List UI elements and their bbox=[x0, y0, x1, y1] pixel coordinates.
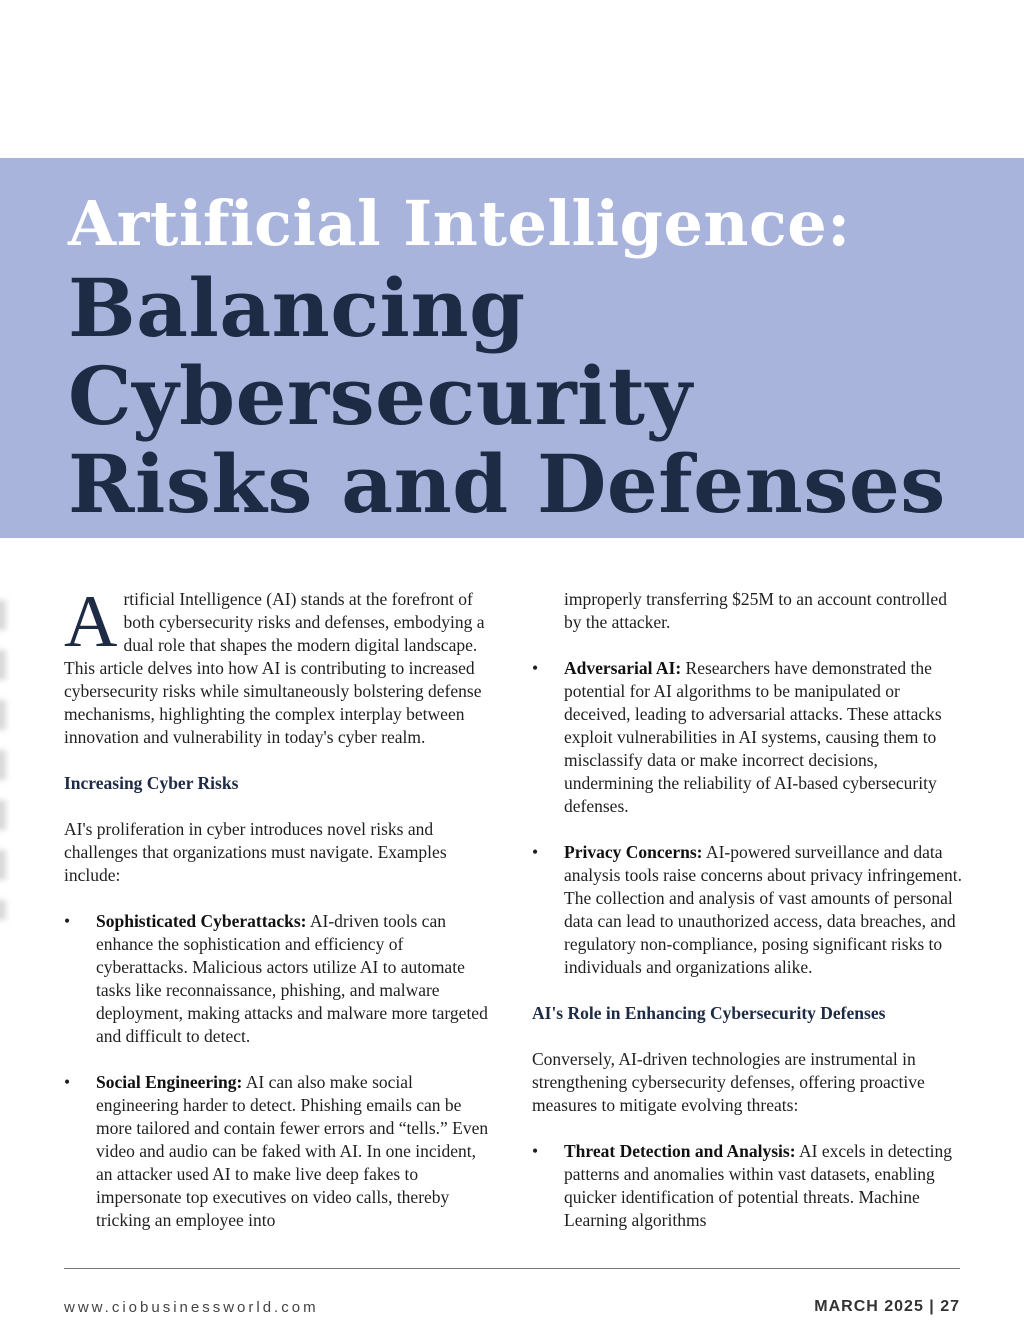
list-item-text: AI-powered surveillance and data analysis tools raise concerns about privacy infringement. The collection and analysis of vast amounts of personal data can lead to unauthorized access, data breaches, and regulatory non-compliance, posing significant risks to individuals and organizations alike. bbox=[564, 842, 963, 977]
list-item-term: Adversarial AI: bbox=[564, 658, 682, 678]
intro-text: rtificial Intelligence (AI) stands at the forefront of both cybersecurity risks and defenses, embodying a dual role that shapes the modern digital landscape. This article delves into how AI is contributing to increased cybersecurity risks while simultaneously bolstering defense mechanisms, highlighting the complex interplay between innovation and vulnerability in today's cyber realm. bbox=[64, 589, 485, 747]
section-heading-risks: Increasing Cyber Risks bbox=[64, 773, 239, 793]
left-column bbox=[64, 581, 494, 1255]
list-item bbox=[532, 841, 964, 979]
risks-intro: AI's proliferation in cyber introduces novel risks and challenges that organizations must navigate. Examples include: bbox=[64, 819, 447, 885]
list-item-continuation: improperly transferring $25M to an account controlled by the attacker. bbox=[564, 589, 947, 632]
risks-list bbox=[64, 910, 494, 1232]
list-item bbox=[64, 910, 494, 1048]
title-line-2: Balancing bbox=[68, 261, 526, 355]
risks-list-continued bbox=[532, 657, 964, 979]
list-item-text: AI excels in detecting patterns and anomalies within vast datasets, enabling quicker identification of potential threats. Machine Learning algorithms bbox=[564, 1141, 953, 1230]
footer-page-info: MARCH 2025 | 27 bbox=[814, 1298, 960, 1315]
list-item-term: Sophisticated Cyberattacks: bbox=[96, 911, 307, 931]
list-item-term: Privacy Concerns: bbox=[564, 842, 703, 862]
footer-url[interactable]: www.ciobusinessworld.com bbox=[64, 1299, 319, 1316]
defenses-list bbox=[532, 1140, 964, 1232]
list-item-text: AI can also make social engineering harder to detect. Phishing emails can be more tailored and contain fewer errors and “tells.” Even video and audio can be faked with AI. In one incident, an attacker used AI to make live deep fakes to impersonate top executives on video calls, thereby tricking an employee into bbox=[96, 1072, 489, 1230]
list-item-term: Threat Detection and Analysis: bbox=[564, 1141, 796, 1161]
intro-paragraph bbox=[64, 581, 494, 749]
list-item-text: Researchers have demonstrated the potential for AI algorithms to be manipulated or deceived, leading to adversarial attacks. These attacks exploit vulnerabilities in AI systems, causing them to misclassify data or make incorrect decisions, undermining the reliability of AI-based cybersecurity defenses. bbox=[564, 658, 942, 816]
list-item-term: Social Engineering: bbox=[96, 1072, 243, 1092]
list-item bbox=[532, 657, 964, 818]
right-column bbox=[532, 588, 964, 1255]
footer-divider bbox=[64, 1268, 960, 1269]
drop-cap: A bbox=[64, 581, 118, 663]
title-line-3: Cybersecurity bbox=[68, 349, 693, 443]
list-item bbox=[64, 1071, 494, 1232]
page-edge-decoration bbox=[0, 600, 6, 920]
section-heading-defenses: AI's Role in Enhancing Cybersecurity Defenses bbox=[532, 1003, 886, 1023]
title-line-1: Artificial Intelligence: bbox=[68, 187, 851, 260]
title-line-4: Risks and Defenses bbox=[68, 437, 946, 531]
list-item bbox=[532, 1140, 964, 1232]
defenses-intro: Conversely, AI-driven technologies are instrumental in strengthening cybersecurity defenses, offering proactive measures to mitigate evolving threats: bbox=[532, 1049, 925, 1115]
list-item-text: AI-driven tools can enhance the sophistication and efficiency of cyberattacks. Malicious actors utilize AI to automate tasks like reconnaissance, phishing, and malware deployment, making attacks and malware more targeted and difficult to detect. bbox=[96, 911, 488, 1046]
